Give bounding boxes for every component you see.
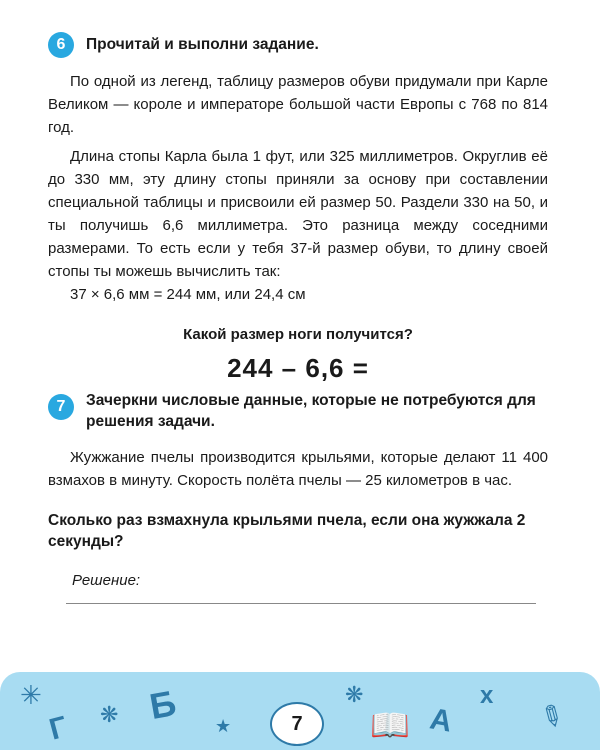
page-number: 7 <box>270 702 324 746</box>
solution-line[interactable] <box>66 603 536 604</box>
snowflake-icon: ❋ <box>345 682 364 707</box>
task-6-paragraph-1: По одной из легенд, таблицу размеров обуви придумали при Карле Великом — короле и императоре большой части Европы с 768 по 814 год. <box>48 73 548 136</box>
page-footer <box>0 672 600 750</box>
task-6-question: Какой размер ноги получится? <box>183 326 413 343</box>
pencil-icon: ✎ <box>533 697 570 736</box>
task-7 <box>48 390 548 604</box>
letter-x-decoration: х <box>480 682 494 709</box>
task-7-title: Зачеркни числовые данные, которые не потребуются для решения задачи. <box>86 392 536 430</box>
task-6-paragraph-2: Длина стопы Карла была 1 фут, или 325 миллиметров. Округлив её до 330 мм, эту длину стопы приняли за основу при составлении специальной таблицы и присвоили ей размер 50. Раздели 330 на 50, и ты получишь 6,6 миллиметра. Это разница между соседними размерами. То есть если у тебя 37-й размер обуви, то длину своей стопы ты можешь вычислить так: <box>48 148 548 280</box>
task-6 <box>48 34 548 384</box>
star-icon: ✳ <box>20 680 42 710</box>
book-icon: 📖 <box>370 707 410 743</box>
task-7-header <box>48 390 548 432</box>
snowflake-icon: ❋ <box>100 702 119 727</box>
task-6-header <box>48 34 548 58</box>
solution-label: Решение: <box>72 572 141 589</box>
star-icon: ★ <box>215 716 232 736</box>
task-7-paragraph-1: Жужжание пчелы производится крыльями, которые делают 11 400 взмахов в минуту. Скорость полёта пчелы — 25 километров в час. <box>48 449 548 489</box>
task-6-expression: 244 – 6,6 = <box>227 353 369 383</box>
task-7-number-badge: 7 <box>48 394 74 420</box>
letter-g-decoration: Г <box>45 710 71 747</box>
letter-a-decoration: А <box>427 702 455 739</box>
letter-b-decoration: Б <box>146 682 180 727</box>
task-6-formula: 37 × 6,6 мм = 244 мм, или 24,4 см <box>70 286 306 303</box>
task-6-number-badge: 6 <box>48 32 74 58</box>
task-6-title: Прочитай и выполни задание. <box>86 36 319 53</box>
task-7-question: Сколько раз взмахнула крыльями пчела, если она жужжала 2 секунды? <box>48 512 526 550</box>
